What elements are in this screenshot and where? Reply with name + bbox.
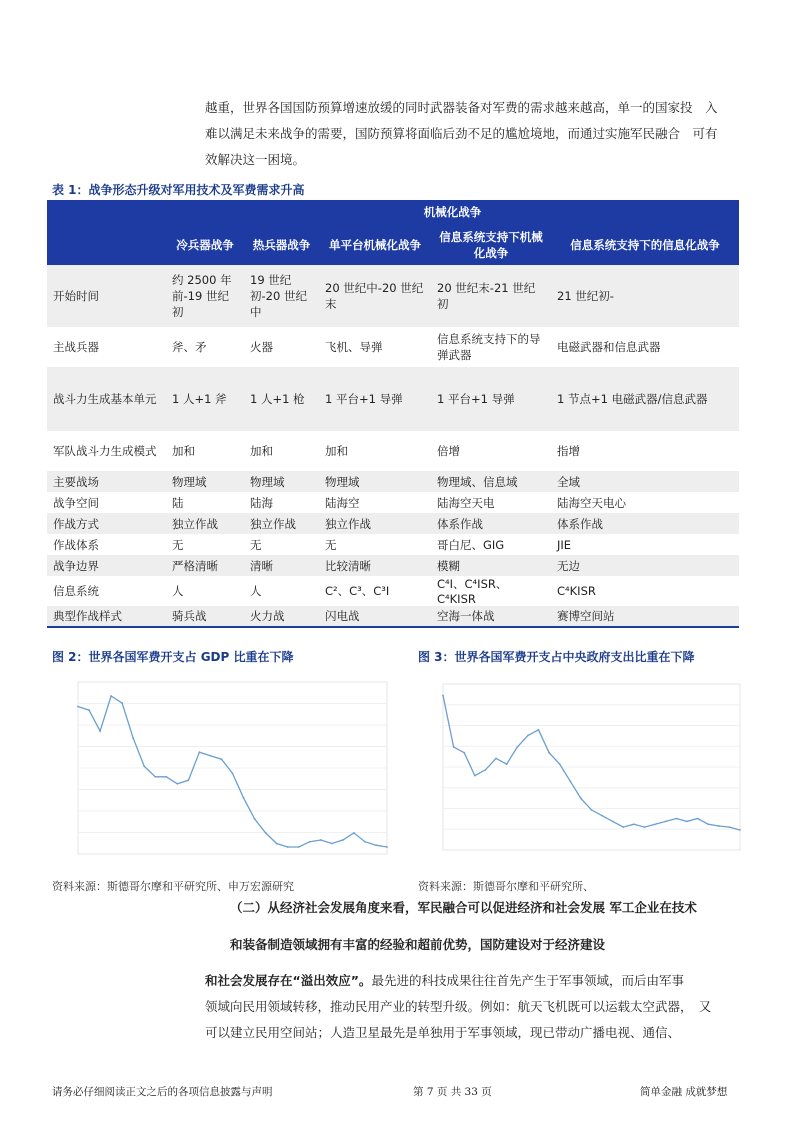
table-cell: 1 人+1 斧	[166, 367, 244, 431]
row-label-cell: 信息系统	[53, 584, 99, 598]
figure2-line-chart	[52, 672, 392, 864]
table-cell: 体系作战	[431, 513, 551, 534]
text-line: 难以满足未来战争的需要，国防预算将面临后劲不足的尴尬境地，而通过实施军民融合 可有	[205, 126, 718, 141]
table-cell: 无边	[551, 555, 739, 576]
table-row	[47, 513, 739, 534]
data-point	[697, 818, 699, 820]
table-cell: 陆海空天电心	[557, 495, 626, 510]
header-cell	[47, 224, 166, 265]
section-heading-line: 和装备制造领域拥有丰富的经验和超前优势，国防建设对于经济建设	[230, 937, 606, 952]
table-cell: 电磁武器和信息武器	[557, 340, 661, 354]
data-point	[143, 765, 145, 767]
text-line: 可以建立民用空间站；人造卫星最先是单独用于军事领域，现已带动广播电视、通信、	[205, 1025, 681, 1040]
table-cell: C⁴KISR	[557, 584, 596, 598]
table-cell: 严格清晰	[166, 555, 244, 576]
data-point	[210, 755, 212, 757]
table-cell: 独立作战	[244, 513, 319, 534]
table-cell: 陆海空	[325, 495, 360, 510]
footer-page-number: 第 7 页 共 33 页	[413, 1086, 492, 1098]
table-row	[47, 606, 739, 627]
figure3-caption: 图 3：世界各国军费开支占中央政府支出比重在下降	[418, 650, 695, 664]
data-point	[686, 820, 688, 822]
footer-slogan: 简单金融 成就梦想	[640, 1086, 728, 1098]
table-cell: 陆海	[250, 495, 273, 510]
table-cell: 无	[250, 537, 262, 552]
row-label-cell: 作战体系	[53, 537, 99, 552]
table-cell: 哥白尼、GIG	[437, 537, 505, 552]
data-point	[353, 832, 355, 834]
table-row	[47, 367, 739, 431]
header-cell: 单平台机械化战争	[319, 224, 431, 265]
table-cell: 陆海空天电	[437, 495, 495, 510]
data-point	[474, 775, 476, 777]
group-header: 机械化战争	[166, 200, 739, 224]
data-point	[463, 752, 465, 754]
text-line: 越重，世界各国国防预算增速放缓的同时武器装备对军费的需求越来越高，单一的国家投 入	[205, 100, 718, 115]
row-label-cell: 主战兵器	[53, 340, 99, 354]
table-cell: 1 节点+1 电磁武器/信息武器	[551, 367, 739, 431]
table-cell: 体系作战	[551, 513, 739, 534]
table-cell: 1 平台+1 导弹	[319, 367, 431, 431]
table-cell: 20 世纪末-21 世纪初	[431, 265, 551, 327]
intro-paragraph	[205, 95, 740, 173]
table-cell: 人	[172, 584, 184, 598]
table-cell: 物理域、信息域	[431, 471, 551, 492]
section-heading-line: （二）从经济社会发展角度来看，军民融合可以促进经济和社会发展 军工企业在技术	[230, 900, 697, 915]
table-row	[47, 555, 739, 576]
data-point	[364, 841, 366, 843]
header-cell: 热兵器战争	[244, 224, 319, 265]
data-point	[88, 709, 90, 711]
data-point	[548, 752, 550, 754]
table-cell: 加和	[325, 444, 348, 458]
table-cell: 指增	[557, 444, 580, 458]
table-cell: 比较清晰	[319, 555, 431, 576]
data-point	[331, 843, 333, 845]
row-label-cell: 军队战斗力生成模式	[53, 444, 157, 458]
row-label-cell: 开始时间	[47, 265, 166, 327]
data-point	[375, 844, 377, 846]
table-cell: 斧、矛	[172, 340, 207, 354]
table-cell: C⁴I、C⁴ISR、C⁴KISR	[437, 577, 508, 606]
body-lead-bold: 和社会发展存在“溢出效应”。	[205, 973, 372, 988]
table-row	[47, 534, 739, 555]
table-cell: 物理域	[244, 471, 319, 492]
warfare-comparison-table	[47, 200, 739, 628]
data-point	[633, 823, 635, 825]
figure3-source: 资料来源：斯德哥尔摩和平研究所、	[418, 880, 594, 893]
table-cell: 21 世纪初-	[551, 265, 739, 327]
data-point	[276, 843, 278, 845]
data-point	[559, 763, 561, 765]
table-cell: 闪电战	[319, 606, 431, 627]
table-cell: 加和	[250, 444, 273, 458]
table-cell: 20 世纪中-20 世纪末	[319, 265, 431, 327]
data-point	[132, 737, 134, 739]
table-cell: 独立作战	[166, 513, 244, 534]
table-cell: 信息系统支持下的导弹武器	[437, 332, 541, 362]
data-point	[612, 820, 614, 822]
row-label-cell: 典型作战样式	[47, 606, 166, 627]
table-cell: 飞机、导弹	[325, 340, 383, 354]
table-cell: 无	[325, 537, 337, 552]
body-lead-rest: 最先进的科技成果往往首先产生于军事领域，而后由军事	[371, 973, 684, 988]
data-point	[99, 730, 101, 732]
table-cell: 火力战	[244, 606, 319, 627]
table-cell: 物理域	[319, 471, 431, 492]
table-cell: 1 人+1 枪	[244, 367, 319, 431]
data-point	[320, 839, 322, 841]
data-point	[591, 809, 593, 811]
table-row	[47, 265, 739, 327]
table-row	[47, 492, 739, 513]
data-point	[506, 763, 508, 765]
table-header-row	[47, 224, 739, 265]
table-cell: JIE	[557, 537, 572, 552]
data-point	[654, 823, 656, 825]
data-point	[644, 826, 646, 828]
data-point	[254, 818, 256, 820]
row-label-cell: 战争空间	[53, 495, 99, 510]
data-point	[622, 826, 624, 828]
row-label-cell: 作战方式	[47, 513, 166, 534]
table-cell: 模糊	[431, 555, 551, 576]
data-point	[728, 826, 730, 828]
table-caption: 表 1：战争形态升级对军用技术及军费需求升高	[52, 183, 305, 197]
table-cell: 倍增	[437, 444, 460, 458]
data-point	[243, 797, 245, 799]
section-paragraph	[205, 896, 740, 1046]
data-point	[265, 832, 267, 834]
row-label-cell: 主要战场	[47, 471, 166, 492]
table-cell: 骑兵战	[166, 606, 244, 627]
table-cell: 19 世纪初-20 世纪中	[244, 265, 319, 327]
data-point	[221, 758, 223, 760]
text-line: 领域向民用领域转移，推动民用产业的转型升级。例如：航天飞机既可以运载太空武器， 又	[205, 999, 712, 1014]
table-cell: 全域	[551, 471, 739, 492]
data-point	[485, 769, 487, 771]
data-point	[527, 735, 529, 737]
row-label-cell: 战斗力生成基本单元	[47, 367, 166, 431]
table-cell: 清晰	[244, 555, 319, 576]
data-point	[154, 776, 156, 778]
data-point	[232, 772, 234, 774]
data-point	[442, 695, 444, 697]
data-point	[176, 783, 178, 785]
data-point	[453, 746, 455, 748]
data-point	[665, 820, 667, 822]
data-point	[739, 829, 741, 831]
data-point	[187, 779, 189, 781]
table-row	[47, 431, 739, 471]
header-cell: 信息系统支持下的信息化战争	[551, 224, 739, 265]
table-cell: 物理域	[166, 471, 244, 492]
table-cell: 火器	[250, 340, 273, 354]
data-point	[77, 706, 79, 708]
data-point	[110, 695, 112, 697]
figure3-line-chart	[425, 672, 745, 860]
data-point	[538, 729, 540, 731]
data-point	[675, 818, 677, 820]
text-line: 效解决这一困境。	[205, 152, 306, 167]
table-cell: 独立作战	[319, 513, 431, 534]
data-point	[580, 798, 582, 800]
data-point	[707, 823, 709, 825]
figure2-source: 资料来源：斯德哥尔摩和平研究所、申万宏源研究	[52, 880, 294, 893]
data-point	[287, 846, 289, 848]
table-cell: 人	[250, 584, 262, 598]
data-point	[495, 758, 497, 760]
table-cell: 加和	[172, 444, 195, 458]
header-cell-empty	[47, 200, 166, 224]
data-point	[198, 751, 200, 753]
data-point	[601, 815, 603, 817]
data-point	[121, 702, 123, 704]
table-cell: 陆	[172, 495, 184, 510]
data-point	[342, 839, 344, 841]
header-cell: 信息系统支持下机械化战争	[431, 224, 551, 265]
footer-disclaimer: 请务必仔细阅读正文之后的各项信息披露与声明	[52, 1086, 273, 1098]
table-row	[47, 576, 739, 606]
table-cell: 赛博空间站	[551, 606, 739, 627]
table-cell: 无	[172, 537, 184, 552]
data-point	[718, 825, 720, 827]
table-cell: 约 2500 年前-19 世纪初	[166, 265, 244, 327]
data-point	[516, 746, 518, 748]
table-group-header-row	[47, 200, 739, 224]
table-row	[47, 471, 739, 492]
data-point	[298, 846, 300, 848]
row-label-cell: 战争边界	[47, 555, 166, 576]
header-cell: 冷兵器战争	[166, 224, 244, 265]
data-point	[165, 776, 167, 778]
table-cell: C²、C³、C³I	[325, 584, 390, 598]
data-point	[386, 846, 388, 848]
data-point	[309, 841, 311, 843]
table-cell: 1 平台+1 导弹	[431, 367, 551, 431]
body-first-line	[205, 968, 740, 994]
data-point	[569, 780, 571, 782]
figure2-caption: 图 2：世界各国军费开支占 GDP 比重在下降	[52, 650, 294, 664]
table-row	[47, 327, 739, 367]
table-cell: 空海一体战	[431, 606, 551, 627]
